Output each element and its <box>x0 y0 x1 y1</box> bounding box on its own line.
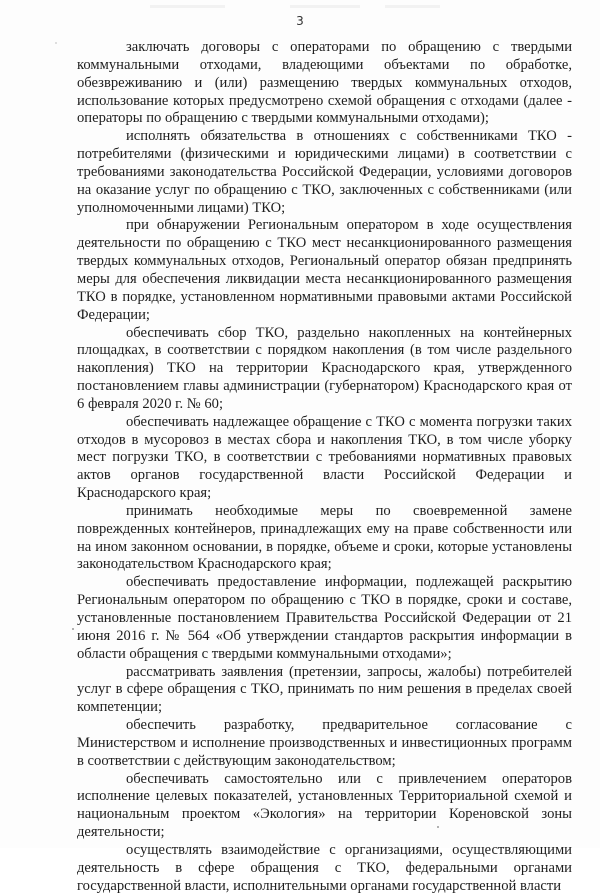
paragraph-unauthorized-placement: при обнаружении Региональным оператором в ходе осуществления деятельности по обращению с ТКО мест несанкционированного размещения твердых коммунальных отходов, Региональный оператор обязан предпринять меры для обеспечения ликвидации места несанкционированного размещения ТКО в порядке, установленном нормативными правовыми актами Российской Федерации; <box>77 217 572 323</box>
scan-speck <box>55 42 57 44</box>
page-number: 3 <box>296 14 304 28</box>
paragraph-programs: обеспечить разработку, предварительное согласование с Министерством и исполнение производственных и инвестиционных программ в соответствии с действующим законодательством; <box>77 717 572 769</box>
paragraph-contract-operators: заключать договоры с операторами по обращению с твердыми коммунальными отходами, владеющими объектами по обработке, обезвреживанию и (или) размещению твердых коммунальных отходов, использование которых предусмотрено схемой обращения с отходами (далее - операторы по обращению с твердыми коммунальными отходами); <box>77 39 572 127</box>
paragraph-complaints: рассматривать заявления (претензии, запросы, жалобы) потребителей услуг в сфере обращения с ТКО, принимать по ним решения в пределах своей компетенции; <box>77 663 572 716</box>
bleed-through-mark <box>290 5 360 8</box>
document-body <box>77 39 572 896</box>
paragraph-separate-collection: обеспечивать сбор ТКО, раздельно накопленных на контейнерных площадках, в соответствии с порядком накопления (в том числе раздельного накопления) ТКО на территории Краснодарского края, утвержденного постановлением главы администрации (губернатором) Краснодарского края от 6 февраля 2020 г. № 60; <box>77 324 572 412</box>
paragraph-target-indicators: обеспечивать самостоятельно или с привлечением операторов исполнение целевых показателей, установленных Территориальной схемой и национальным проектом «Экология» на территории Кореновской зоны деятельности; <box>77 770 572 841</box>
bleed-through-mark <box>385 5 440 8</box>
bleed-through-mark <box>150 5 225 8</box>
paragraph-proper-handling: обеспечивать надлежащее обращение с ТКО с момента погрузки таких отходов в мусоровоз в местах сбора и накопления ТКО, в том числе уборку мест погрузки ТКО, в соответствии с требованиями нормативных правовых актов органов государственной власти Российской Федерации и Краснодарского края; <box>77 413 572 502</box>
paragraph-information-disclosure: обеспечивать предоставление информации, подлежащей раскрытию Региональным оператором по обращению с ТКО в порядке, сроки и составе, установленные постановлением Правительства Российской Федерации от 21 июня 2016 г. № 564 «Об утверждении стандартов раскрытия информации в области обращения с твердыми коммунальными отходами»; <box>77 574 572 662</box>
paragraph-container-replacement: принимать необходимые меры по своевременной замене поврежденных контейнеров, принадлежащих ему на праве собственности или на ином законном основании, в порядке, объеме и сроки, которые установлены законодательством Краснодарского края; <box>77 502 572 573</box>
paragraph-interaction: осуществлять взаимодействие с организациями, осуществляющими деятельность в сфере обращения с ТКО, федеральными органами государственной власти, исполнительными органами государственной власти <box>77 841 572 894</box>
scan-speck <box>437 826 439 828</box>
paragraph-obligations-owners: исполнять обязательства в отношениях с собственниками ТКО - потребителями (физическими и юридическими лицами) в соответствии с требованиями законодательства Российской Федерации, условиями договоров на оказание услуг по обращению с ТКО, заключенных с собственниками (или уполномоченными лицами) ТКО; <box>77 128 572 216</box>
scan-speck <box>72 628 74 630</box>
